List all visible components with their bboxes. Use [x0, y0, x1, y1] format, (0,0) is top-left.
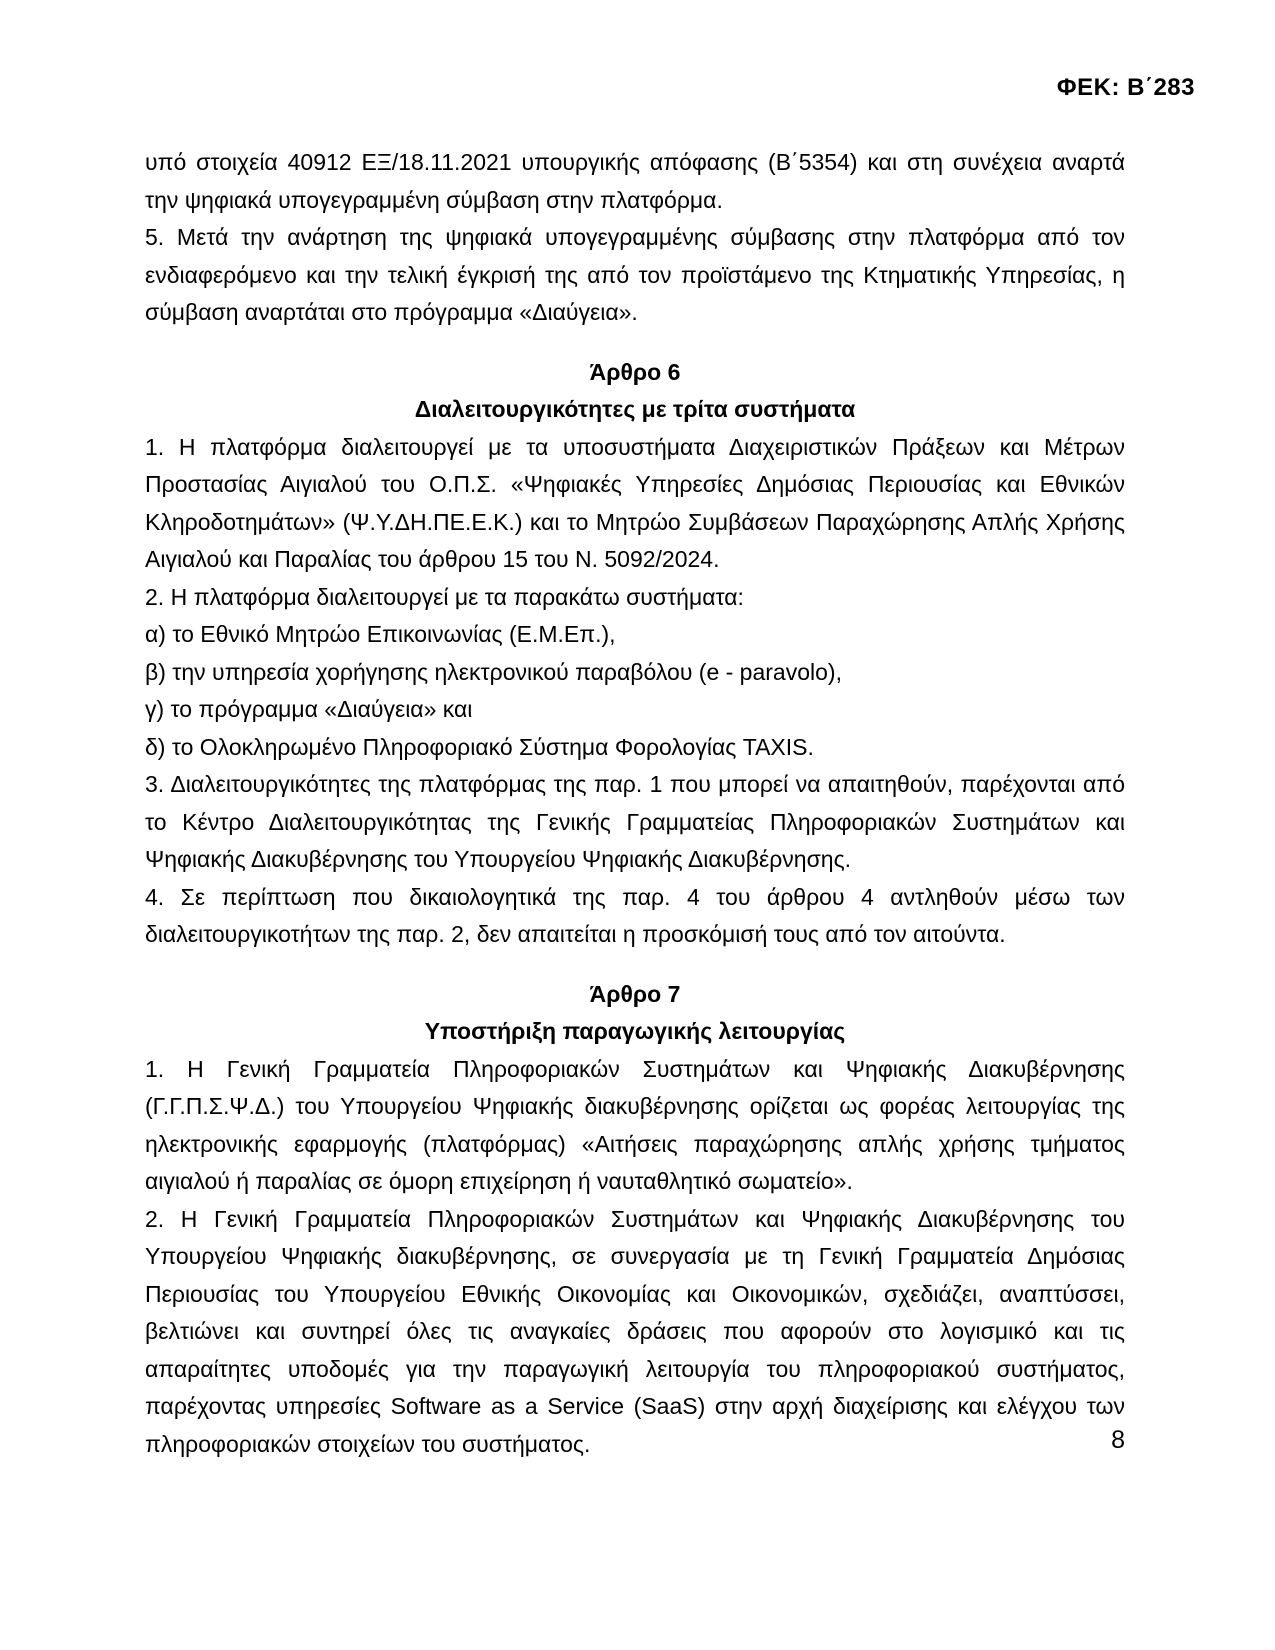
gazette-header	[1057, 74, 1195, 102]
article-6-subtitle: Διαλειτουργικότητες με τρίτα συστήματα	[414, 396, 856, 422]
article-6-list-item-c: γ) το πρόγραμμα «Διαύγεια» και	[145, 696, 473, 722]
article-6-paragraph-1: 1. Η πλατφόρμα διαλειτουργεί με τα υποσυστήματα Διαχειριστικών Πράξεων και Μέτρων Προστασίας Αιγιαλού του Ο.Π.Σ. «Ψηφιακές Υπηρεσίες Δημόσιας Περιουσίας και Εθνικών Κληροδοτημάτων» (Ψ.Υ.ΔΗ.ΠΕ.Ε.Κ.) και το Μητρώο Συμβάσεων Παραχώρησης Απλής Χρήσης Αιγιαλού και Παραλίας του άρθρου 15 του Ν. 5092/2024.	[145, 433, 1125, 572]
paragraph-5: 5. Μετά την ανάρτηση της ψηφιακά υπογεγραμμένης σύμβασης στην πλατφόρμα από τον ενδιαφερόμενο και την τελική έγκρισή της από τον προϊστάμενο της Κτηματικής Υπηρεσίας, η σύμβαση αναρτάται στο πρόγραμμα «Διαύγεια».	[145, 224, 1125, 325]
page-number: 8	[1111, 1426, 1125, 1454]
article-7-subtitle: Υποστήριξη παραγωγικής λειτουργίας	[424, 1018, 846, 1044]
article-7-heading	[145, 976, 1125, 1051]
article-6-paragraph-2: 2. Η πλατφόρμα διαλειτουργεί με τα παρακάτω συστήματα:	[145, 583, 744, 610]
article-6-title: Άρθρο 6	[589, 358, 681, 385]
article-6-heading	[145, 354, 1125, 429]
article-6-list-item-b: β) την υπηρεσία χορήγησης ηλεκτρονικού παραβόλου (e - paravolo),	[145, 658, 842, 685]
article-7-title: Άρθρο 7	[589, 980, 681, 1007]
article-6-list-item-d: δ) το Ολοκληρωμένο Πληροφοριακό Σύστημα Φορολογίας TAXIS.	[145, 733, 814, 760]
article-7-paragraph-2: 2. Η Γενική Γραμματεία Πληροφοριακών Συστημάτων και Ψηφιακής Διακυβέρνησης του Υπουργείου Ψηφιακής διακυβέρνησης, σε συνεργασία με τη Γενική Γραμματεία Δημόσιας Περιουσίας του Υπουργείου Εθνικής Οικονομίας και Οικονομικών, σχεδιάζει, αναπτύσσει, βελτιώνει και συντηρεί όλες τις αναγκαίες δράσεις που αφορούν στο λογισμικό και τις απαραίτητες υποδομές για την παραγωγική λειτουργία του πληροφοριακού συστήματος, παρέχοντας υπηρεσίες Software as a Service (SaaS) στην αρχή διαχείρισης και ελέγχου των πληροφοριακών στοιχείων του συστήματος.	[145, 1205, 1125, 1457]
article-6-paragraph-4: 4. Σε περίπτωση που δικαιολογητικά της παρ. 4 του άρθρου 4 αντληθούν μέσω των διαλειτουργικοτήτων της παρ. 2, δεν απαιτείται η προσκόμισή τους από τον αιτούντα.	[145, 883, 1125, 947]
paragraph-continued: υπό στοιχεία 40912 ΕΞ/18.11.2021 υπουργικής απόφασης (Β΄5354) και στη συνέχεια αναρτά την ψηφιακά υπογεγραμμένη σύμβαση στην πλατφόρμα.	[145, 149, 1125, 213]
article-6-list-item-a: α) το Εθνικό Μητρώο Επικοινωνίας (Ε.Μ.Επ.),	[145, 621, 616, 647]
document-content	[145, 144, 1125, 1463]
article-7-paragraph-1: 1. Η Γενική Γραμματεία Πληροφοριακών Συστημάτων και Ψηφιακής Διακυβέρνησης (Γ.Γ.Π.Σ.Ψ.Δ.) του Υπουργείου Ψηφιακής διακυβέρνησης ορίζεται ως φορέας λειτουργίας της ηλεκτρονικής εφαρμογής (πλατφόρμας) «Αιτήσεις παραχώρησης απλής χρήσης τμήματος αιγιαλού ή παραλίας σε όμορη επιχείρηση ή ναυταθλητικό σωματείο».	[145, 1055, 1125, 1194]
gazette-ref: ΦΕΚ: Β΄283	[1056, 74, 1195, 101]
article-6-paragraph-3: 3. Διαλειτουργικότητες της πλατφόρμας της παρ. 1 που μπορεί να απαιτηθούν, παρέχονται από το Κέντρο Διαλειτουργικότητας της Γενικής Γραμματείας Πληροφοριακών Συστημάτων και Ψηφιακής Διακυβέρνησης του Υπουργείου Ψηφιακής Διακυβέρνησης.	[145, 771, 1125, 872]
